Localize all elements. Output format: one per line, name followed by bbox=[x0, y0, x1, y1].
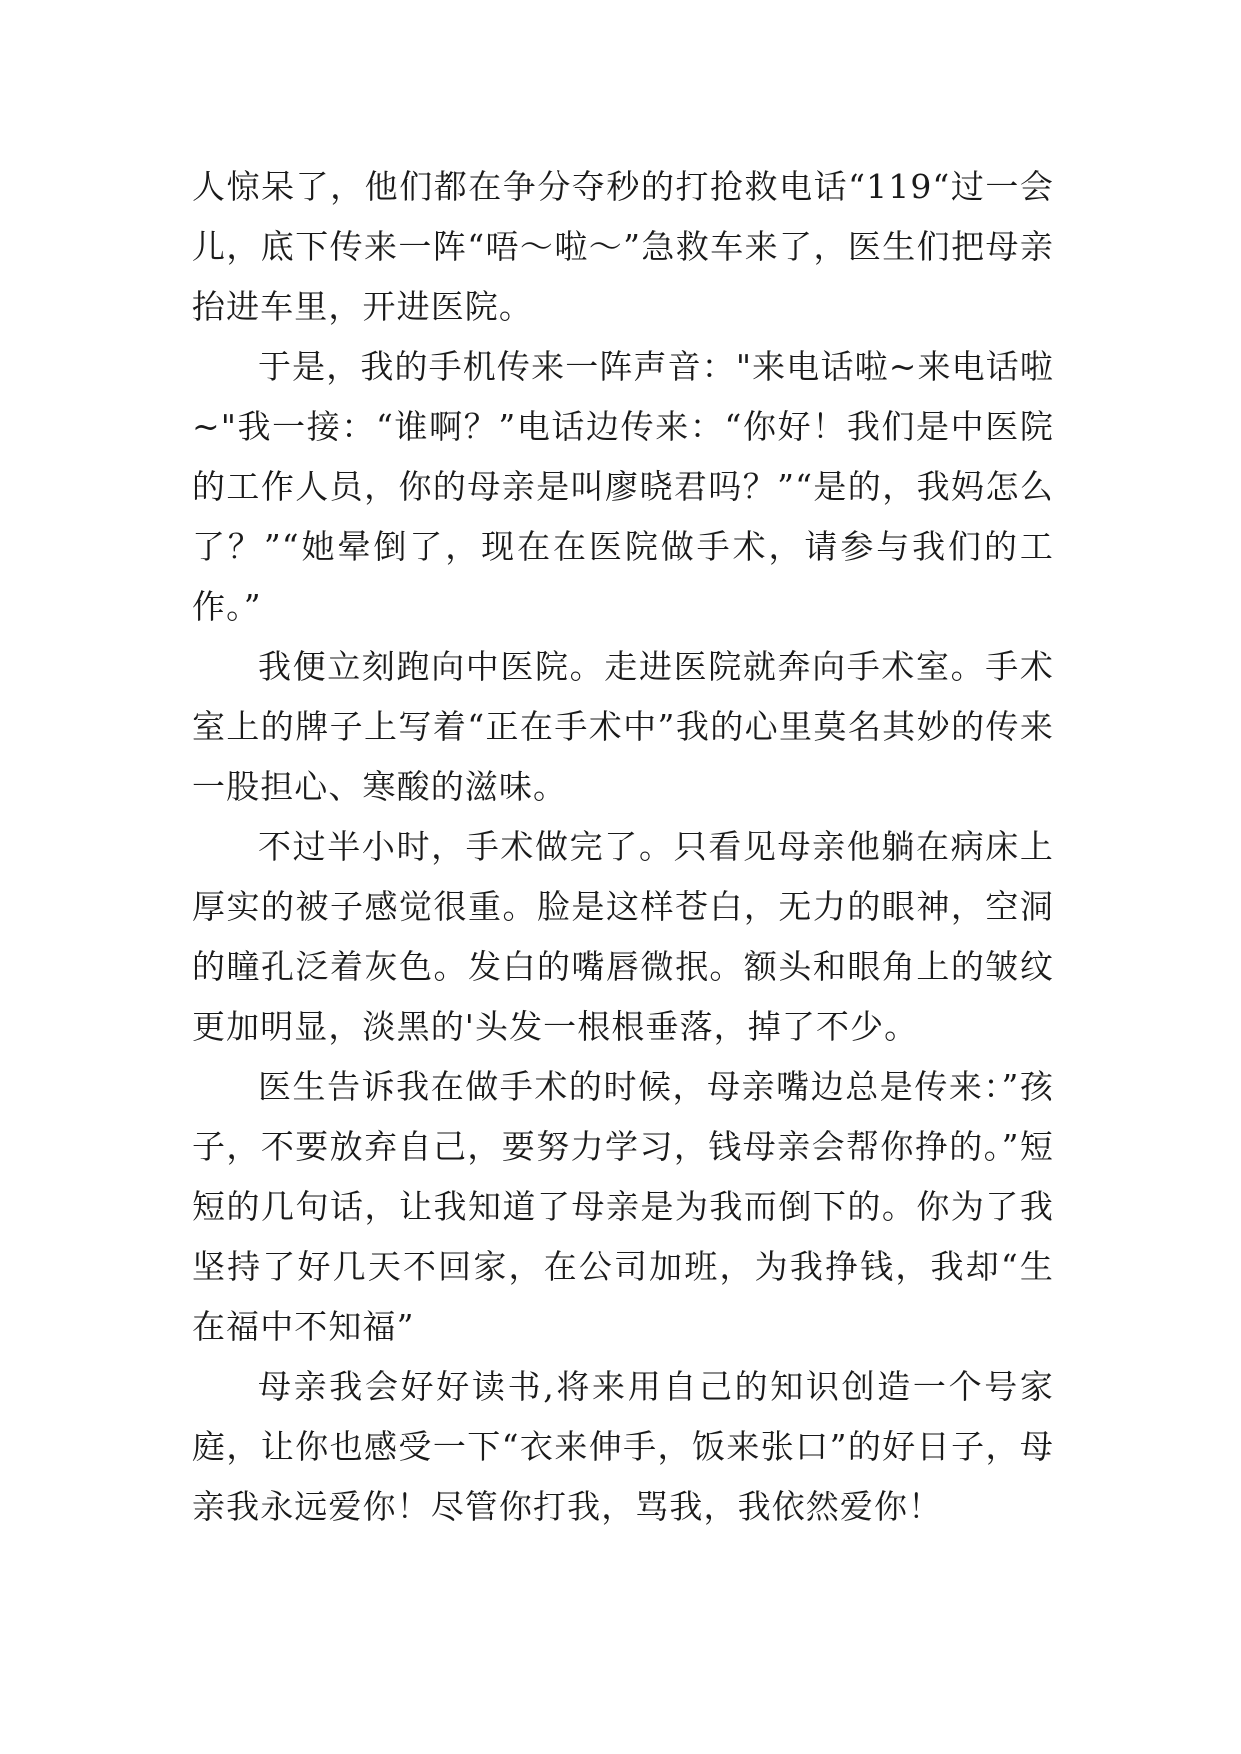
paragraph-doctor: 医生告诉我在做手术的时候，母亲嘴边总是传来：”孩子，不要放弃自己，要努力学习，钱母亲会帮你挣的。”短短的几句话，让我知道了母亲是为我而倒下的。你为了我坚持了好几天不回家，在公司加班，为我挣钱，我却“生在福中不知福” bbox=[192, 1067, 1054, 1346]
paragraph-hospital: 我便立刻跑向中医院。走进医院就奔向手术室。手术室上的牌子上写着“正在手术中”我的心里莫名其妙的传来一股担心、寒酸的滋味。 bbox=[192, 647, 1054, 806]
paragraph-continued: 人惊呆了，他们都在争分夺秒的打抢救电话“119“过一会儿，底下传来一阵“唔～啦～”急救车来了，医生们把母亲抬进车里，开进医院。 bbox=[192, 167, 1054, 326]
paragraph-phone-call: 于是，我的手机传来一阵声音："来电话啦~来电话啦~"我一接：“谁啊？”电话边传来：“你好！我们是中医院的工作人员，你的母亲是叫廖晓君吗？”“是的，我妈怎么了？”“她晕倒了，现在在医院做手术，请参与我们的工作。” bbox=[192, 347, 1054, 626]
paragraph-after-surgery: 不过半小时，手术做完了。只看见母亲他躺在病床上厚实的被子感觉很重。脸是这样苍白，无力的眼神，空洞的瞳孔泛着灰色。发白的嘴唇微抿。额头和眼角上的皱纹更加明显，淡黑的'头发一根根垂落，掉了不少。 bbox=[192, 827, 1054, 1046]
essay-body bbox=[192, 157, 1054, 1537]
paragraph-conclusion: 母亲我会好好读书,将来用自己的知识创造一个号家庭，让你也感受一下“衣来伸手，饭来张口”的好日子，母亲我永远爱你！尽管你打我，骂我，我依然爱你！ bbox=[192, 1367, 1054, 1526]
